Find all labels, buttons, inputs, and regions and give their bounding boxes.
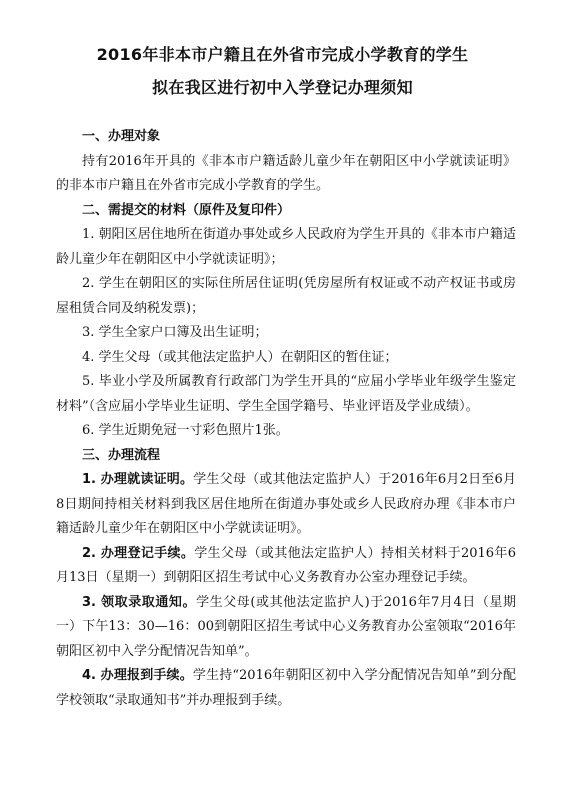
procedure-step-label: 2. 办理登记手续。 xyxy=(82,545,195,561)
procedure-step-text: 学生父母（或其他法定监护人）于2016年6月2日至6月 8日期间持相关材料到我区居住地所在街道办事处或乡人民政府办理《非本市户籍适龄儿童少年在朝阳区中小学就读证明》。 xyxy=(56,472,516,536)
material-item: 1. 朝阳区居住地所在街道办事处或乡人民政府为学生开具的《非本市户籍适龄儿童少年在朝阳区中小学就读证明》； xyxy=(56,227,516,267)
procedure-step-label: 3. 领取录取通知。 xyxy=(82,594,197,610)
procedure-step-text: 学生持“2016年朝阳区初中入学分配情况告知单”到分配学校领取“录取通知书”并办理报到手续。 xyxy=(56,668,516,708)
section-heading-procedure: 三、办理流程 xyxy=(82,447,161,463)
procedure-step xyxy=(56,468,516,542)
document-title-line-1: 2016年非本市户籍且在外省市完成小学教育的学生 xyxy=(96,45,469,64)
procedure-step-label: 1. 办理就读证明。 xyxy=(82,472,194,487)
procedure-step-label: 4. 办理报到手续。 xyxy=(82,668,193,683)
procedure-step xyxy=(56,591,516,665)
section-heading-eligibility: 一、办理对象 xyxy=(82,129,161,144)
document-title-line-2: 拟在我区进行初中入学登记办理须知 xyxy=(152,78,413,97)
eligibility-paragraph: 持有2016年开具的《非本市户籍适龄儿童少年在朝阳区中小学就读证明》的非本市户籍且在外省市完成小学教育的学生。 xyxy=(56,153,516,193)
procedure-step-text: 学生父母(或其他法定监护人)于2016年7月4日（星期一）下午13：30—16：00到朝阳区招生考试中心义务教育办公室领取“2016年朝阳区初中入学分配情况告知单”。 xyxy=(56,594,516,659)
document-body xyxy=(56,125,516,713)
material-item: 6. 学生近期免冠一寸彩色照片1张。 xyxy=(82,423,289,438)
material-item: 4. 学生父母（或其他法定监护人）在朝阳区的暂住证； xyxy=(82,349,398,365)
material-item: 3. 学生全家户口簿及出生证明； xyxy=(82,325,268,340)
procedure-step xyxy=(56,542,516,591)
section-heading-materials: 二、需提交的材料（原件及复印件） xyxy=(82,202,291,218)
material-item: 2. 学生在朝阳区的实际住所居住证明(凭房屋所有权证或不动产权证书或房屋租赁合同及纳税发票)； xyxy=(56,276,516,316)
procedure-step xyxy=(56,664,516,713)
procedure-step-text: 学生父母（或其他法定监护人）持相关材料于2016年6月13日（星期一）到朝阳区招生考试中心义务教育办公室办理登记手续。 xyxy=(56,545,516,585)
material-item: 5. 毕业小学及所属教育行政部门为学生开具的“应届小学毕业年级学生鉴定材料”（含应届小学毕业生证明、学生全国学籍号、毕业评语及学业成绩）。 xyxy=(56,374,516,414)
